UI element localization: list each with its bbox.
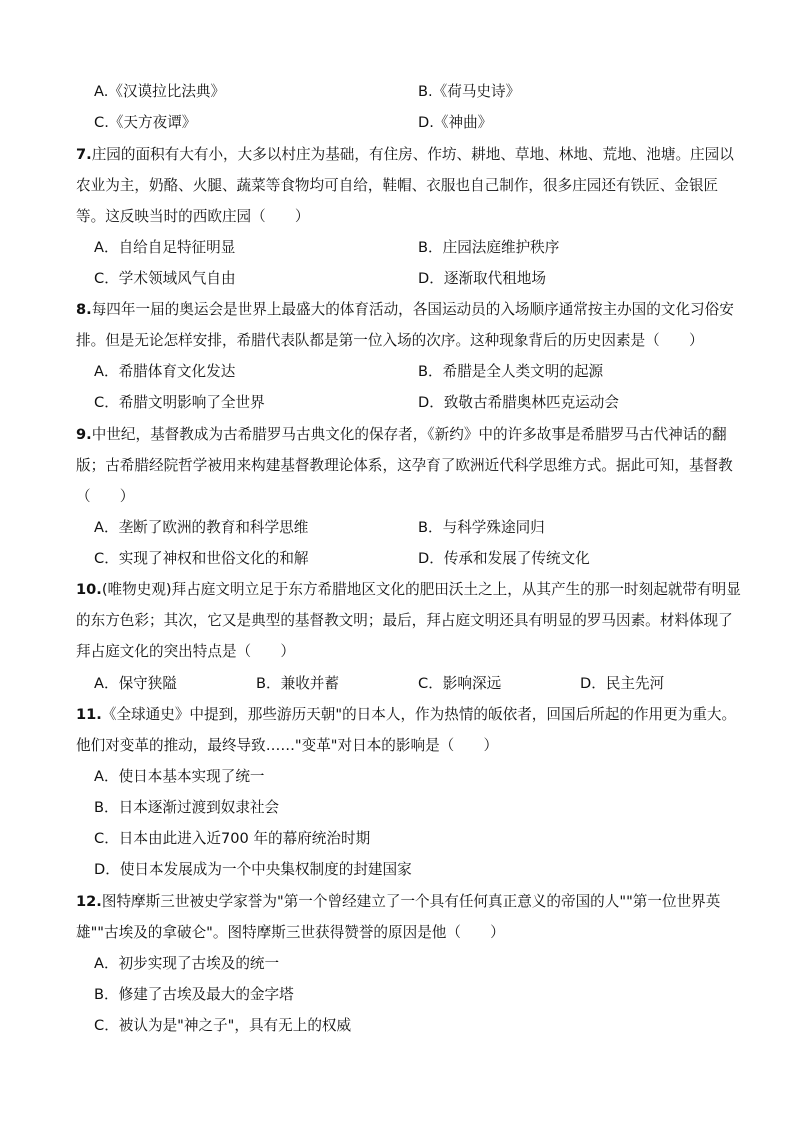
q12-stem-line-1: 12.图特摩斯三世被史学家誉为"第一个曾经建立了一个具有任何真正意义的帝国的人""第一位世界英 [76,893,721,910]
q8-option-c: C．希腊文明影响了全世界 [94,394,265,411]
q10-option-c: C．影响深远 [418,675,502,692]
q9-stem-line-2: 版；古希腊经院哲学被用来构建基督教理论体系，这孕育了欧洲近代科学思维方式。据此可知，基督教 [76,457,733,474]
q9-stem-line-1: 9.中世纪，基督教成为古希腊罗马古典文化的保存者，《新约》中的许多故事是希腊罗马古代神话的翻 [76,426,727,443]
q12-number: 12. [76,893,102,910]
q9-option-a: A．垄断了欧洲的教育和科学思维 [94,519,309,536]
q10-number: 10. [76,581,102,598]
q11-number: 11. [76,706,102,723]
q6-option-b: B.《荷马史诗》 [418,83,521,100]
q10-stem-line-1: 10.(唯物史观)拜占庭文明立足于东方希腊地区文化的肥田沃土之上，从其产生的那一时刻起就带有明显 [76,581,741,598]
q8-option-b: B．希腊是全人类文明的起源 [418,363,604,380]
q11-option-d: D．使日本发展成为一个中央集权制度的封建国家 [94,861,412,878]
q7-stem-line-2: 农业为主，奶酪、火腿、蔬菜等食物均可自给，鞋帽、衣服也自己制作，很多庄园还有铁匠、金银匠 [76,177,719,194]
q11-stem-line-2: 他们对变革的推动，最终导致……"变革"对日本的影响是（ ） [76,737,499,754]
q11-option-b: B．日本逐渐过渡到奴隶社会 [94,799,280,816]
q8-stem-line-1: 8.每四年一届的奥运会是世界上最盛大的体育活动，各国运动员的入场顺序通常按主办国的文化习俗安 [76,301,734,318]
q10-stem-line-3: 拜占庭文化的突出特点是（ ） [76,643,295,660]
q6-option-d: D.《神曲》 [418,114,493,131]
q7-option-b: B．庄园法庭维护秩序 [418,239,560,256]
q8-option-a: A．希腊体育文化发达 [94,363,236,380]
q7-stem-line-1: 7.庄园的面积有大有小，大多以村庄为基础，有住房、作坊、耕地、草地、林地、荒地、池塘。庄园以 [76,146,734,163]
q10-option-b: B．兼收并蓄 [256,675,339,692]
q10-stem-line-2: 的东方色彩；其次，它又是典型的基督教文明；最后，拜占庭文明还具有明显的罗马因素。材料体现了 [76,612,733,629]
q12-option-c: C．被认为是"神之子"，具有无上的权威 [94,1017,352,1034]
q7-option-d: D．逐渐取代租地场 [418,270,546,287]
q6-option-a: A.《汉谟拉比法典》 [94,83,226,100]
q7-stem-line-3: 等。这反映当时的西欧庄园（ ） [76,208,310,225]
q9-option-c: C．实现了神权和世俗文化的和解 [94,550,309,567]
q11-stem-line-1: 11.《全球通史》中提到，那些游历天朝"的日本人，作为热情的皈依者，回国后所起的作用更为重大。 [76,706,737,723]
q9-stem-line-3: （ ） [76,488,135,505]
q12-stem-line-2: 雄""古埃及的拿破仑"。图特摩斯三世获得赞誉的原因是他（ ） [76,924,505,941]
q7-number: 7. [76,146,92,163]
q12-option-a: A．初步实现了古埃及的统一 [94,955,280,972]
q11-option-c: C．日本由此进入近700 年的幕府统治时期 [94,830,371,847]
q6-option-c: C.《天方夜谭》 [94,114,197,131]
q9-number: 9. [76,426,92,443]
q8-stem-line-2: 排。但是无论怎样安排，希腊代表队都是第一位入场的次序。这种现象背后的历史因素是（ ） [76,332,704,349]
q7-option-c: C．学术领域风气自由 [94,270,236,287]
q8-number: 8. [76,301,92,318]
q10-option-d: D．民主先河 [580,675,665,692]
q10-option-a: A．保守狭隘 [94,675,177,692]
q11-option-a: A．使日本基本实现了统一 [94,768,265,785]
q7-option-a: A．自给自足特征明显 [94,239,236,256]
q9-option-d: D．传承和发展了传统文化 [418,550,590,567]
q9-option-b: B．与科学殊途同归 [418,519,545,536]
q8-option-d: D．致敬古希腊奥林匹克运动会 [418,394,619,411]
q12-option-b: B．修建了古埃及最大的金字塔 [94,986,294,1003]
